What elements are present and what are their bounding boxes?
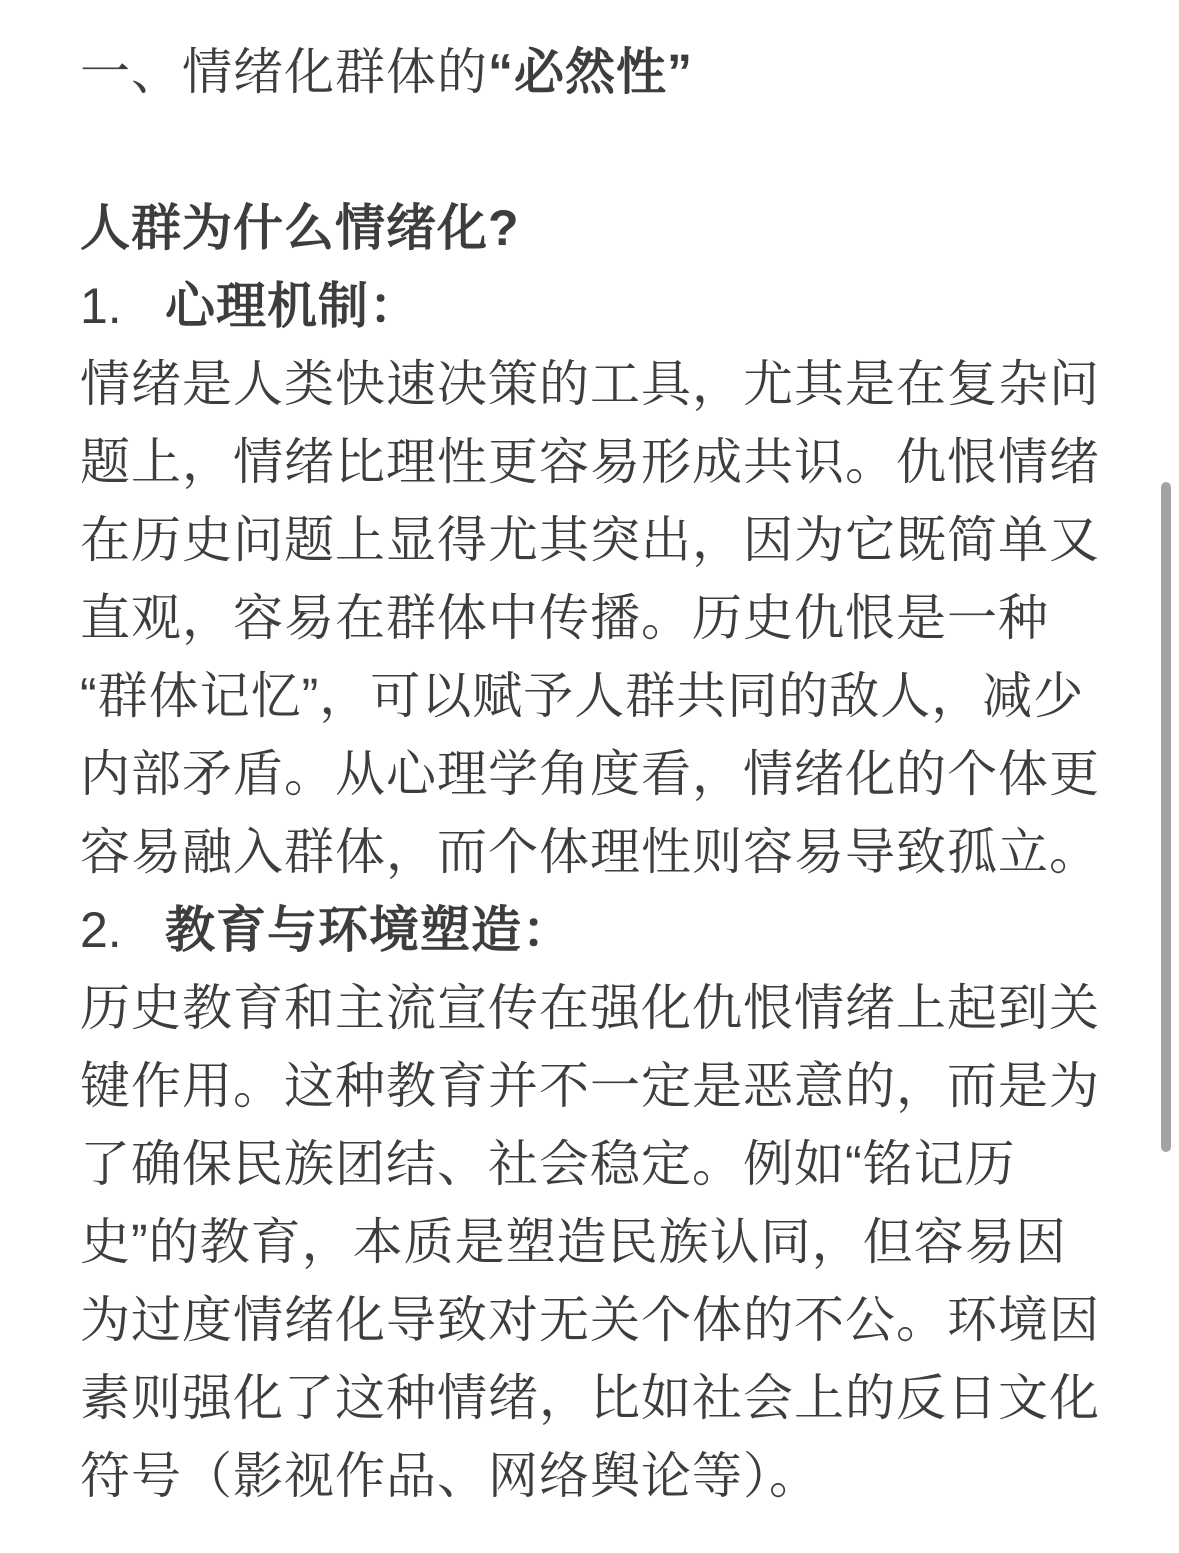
list-item-number: 2. (80, 902, 122, 958)
text-line: 内部矛盾。从心理学角度看，情绪化的个体更 (80, 746, 1100, 802)
text-line: 素则强化了这种情绪，比如社会上的反日文化 (80, 1370, 1100, 1426)
text-line: 容易融入群体，而个体理性则容易导致孤立。 (80, 824, 1100, 880)
text-line: 在历史问题上显得尤其突出，因为它既简单又 (80, 512, 1100, 568)
text-line: 情绪是人类快速决策的工具，尤其是在复杂问 (80, 356, 1100, 412)
text-line: 直观，容易在群体中传播。历史仇恨是一种 (80, 590, 1049, 646)
text-line: 符号（影视作品、网络舆论等）。 (80, 1448, 820, 1504)
list-item-number: 1. (80, 278, 122, 334)
section-heading (80, 33, 1110, 111)
text-line: “群体记忆”，可以赋予人群共同的敌人，减少 (80, 668, 1085, 724)
ordered-list-item (80, 267, 1110, 345)
list-item-term: 教育与环境塑造： (165, 902, 573, 958)
text-line: 为过度情绪化导致对无关个体的不公。环境因 (80, 1292, 1100, 1348)
text-line: 史”的教育，本质是塑造民族认同，但容易因 (80, 1214, 1067, 1270)
section-heading-emphasis: “必然性” (488, 44, 693, 100)
message-text-body (80, 33, 1110, 1515)
ordered-list-item (80, 891, 1110, 969)
text-line: 了确保民族团结、社会稳定。例如“铭记历 (80, 1136, 1016, 1192)
text-line: 题上，情绪比理性更容易形成共识。仇恨情绪 (80, 434, 1100, 490)
text-line: 历史教育和主流宣传在强化仇恨情绪上起到关 (80, 980, 1100, 1036)
section-heading-prefix: 一、情绪化群体的 (80, 44, 488, 100)
list-item-term: 心理机制： (165, 278, 420, 334)
scrollbar-thumb[interactable] (1161, 482, 1171, 1152)
text-line: 键作用。这种教育并不一定是恶意的，而是为 (80, 1058, 1100, 1114)
paragraph-spacer (80, 111, 1110, 189)
question-heading: 人群为什么情绪化? (80, 200, 520, 256)
